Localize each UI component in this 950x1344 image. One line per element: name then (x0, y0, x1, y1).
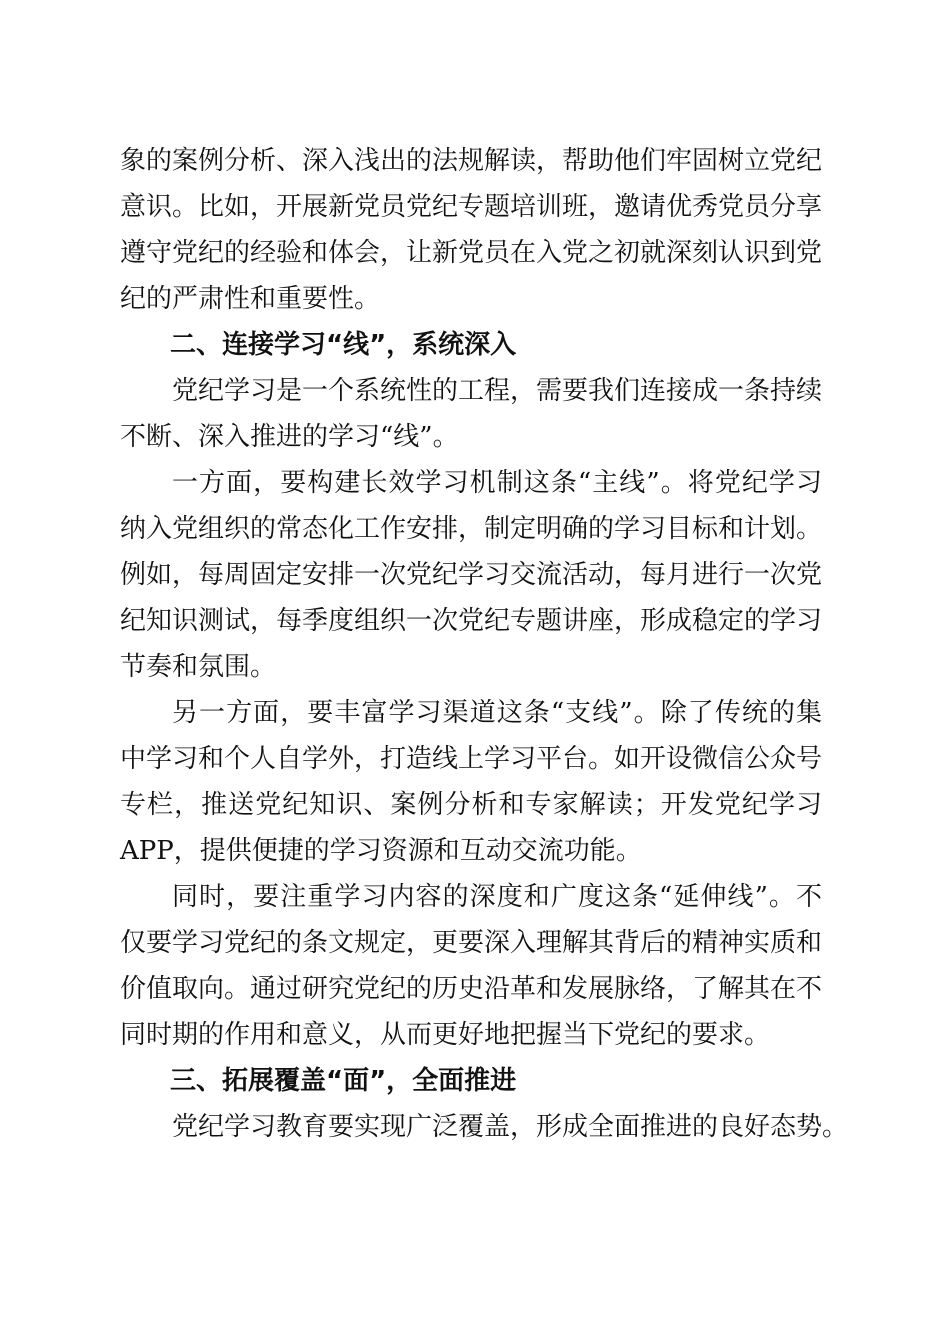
paragraph-line: 价值取向。通过研究党纪的历史沿革和发展脉络，了解其在不 (120, 974, 823, 1004)
paragraph-line: 纪的严肃性和重要性。 (120, 284, 381, 314)
paragraph-line: 纳入党组织的常态化工作安排，制定明确的学习目标和计划。 (120, 514, 823, 544)
paragraph-line: 同时，要注重学习内容的深度和广度这条“延伸线”。不 (172, 882, 822, 912)
paragraph-line: 纪知识测试，每季度组织一次党纪专题讲座，形成稳定的学习 (120, 606, 823, 636)
paragraph-line: 另一方面，要丰富学习渠道这条“支线”。除了传统的集 (172, 698, 822, 728)
paragraph-line: 同时期的作用和意义，从而更好地把握当下党纪的要求。 (120, 1020, 771, 1050)
paragraph-line: 象的案例分析、深入浅出的法规解读，帮助他们牢固树立党纪 (120, 146, 823, 176)
paragraph-line: APP，提供便捷的学习资源和互动交流功能。 (120, 836, 642, 866)
paragraph-line: 专栏，推送党纪知识、案例分析和专家解读；开发党纪学习 (120, 790, 822, 820)
paragraph-line: 党纪学习是一个系统性的工程，需要我们连接成一条持续 (172, 376, 823, 406)
paragraph-line: 遵守党纪的经验和体会，让新党员在入党之初就深刻认识到党 (120, 238, 823, 268)
paragraph-line: 不断、深入推进的学习“线”。 (120, 422, 459, 452)
section-heading-2: 二、连接学习“线”，系统深入 (170, 330, 517, 360)
paragraph-line: 仅要学习党纪的条文规定，更要深入理解其背后的精神实质和 (120, 928, 823, 958)
paragraph-line: 中学习和个人自学外，打造线上学习平台。如开设微信公众号 (120, 744, 823, 774)
paragraph-line: 意识。比如，开展新党员党纪专题培训班，邀请优秀党员分享 (120, 192, 823, 222)
document-body (120, 138, 849, 1150)
paragraph-line: 一方面，要构建长效学习机制这条“主线”。将党纪学习 (172, 468, 822, 498)
paragraph-line: 例如，每周固定安排一次党纪学习交流活动，每月进行一次党 (120, 560, 823, 590)
paragraph-line: 节奏和氛围。 (120, 652, 277, 682)
section-heading-3: 三、拓展覆盖“面”，全面推进 (170, 1066, 517, 1096)
paragraph-line: 党纪学习教育要实现广泛覆盖，形成全面推进的良好态势。 (172, 1112, 849, 1142)
